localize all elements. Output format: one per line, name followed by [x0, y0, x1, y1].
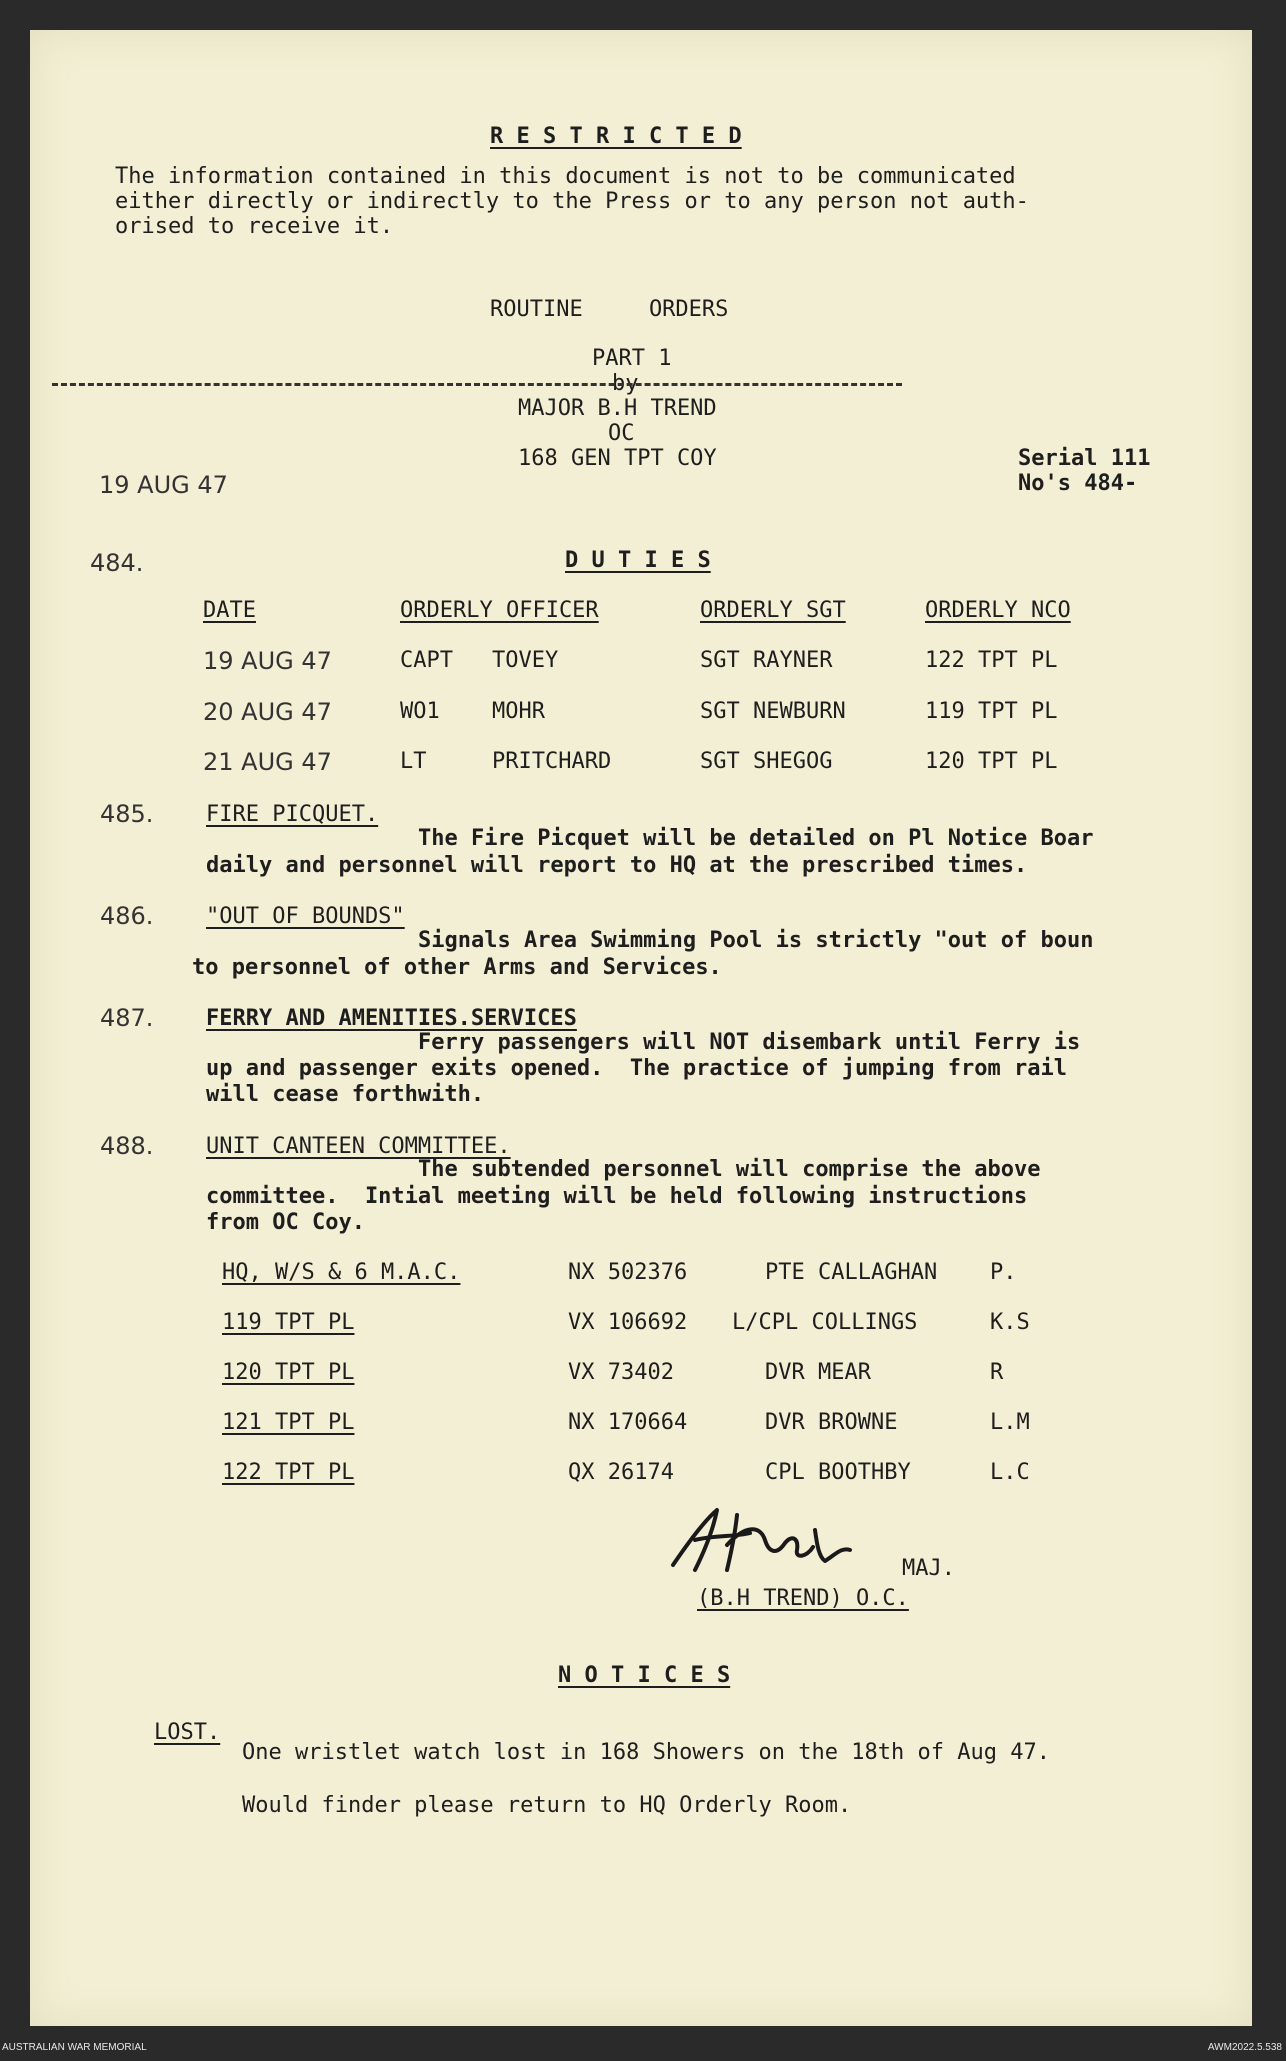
- item-number-487: 487.: [100, 1004, 154, 1032]
- item-number-485: 485.: [100, 800, 154, 828]
- committee-name: DVR BROWNE: [765, 1410, 898, 1435]
- duty-nco: 122 TPT PL: [925, 648, 1058, 673]
- notices-heading: N O T I C E S: [558, 1663, 731, 1688]
- committee-unit: 119 TPT PL: [222, 1310, 355, 1335]
- duty-officer: PRITCHARD: [492, 749, 612, 774]
- committee-initials: L.M: [990, 1410, 1030, 1435]
- divider-line: [52, 383, 902, 386]
- item-text-485-1: The Fire Picquet will be detailed on Pl Notice Boar: [418, 826, 1094, 851]
- committee-unit: HQ, W/S & 6 M.A.C.: [222, 1260, 461, 1285]
- item-title-485: FIRE PICQUET.: [206, 802, 379, 827]
- item-text-485-2: daily and personnel will report to HQ at the prescribed times.: [206, 853, 1028, 878]
- duty-rank: CAPT: [400, 648, 453, 673]
- item-text-486-1: Signals Area Swimming Pool is strictly "out of boun: [418, 928, 1094, 953]
- duty-nco: 119 TPT PL: [925, 699, 1058, 724]
- committee-number: NX 170664: [568, 1410, 688, 1435]
- order-numbers: No's 484-: [1018, 471, 1138, 496]
- item-text-488-2: committee. Intial meeting will be held following instructions: [206, 1184, 1028, 1209]
- duty-rank: WO1: [400, 699, 440, 724]
- col-orderly-nco: ORDERLY NCO: [925, 598, 1071, 623]
- col-orderly-sgt: ORDERLY SGT: [700, 598, 846, 623]
- committee-number: VX 106692: [568, 1310, 688, 1335]
- committee-unit: 122 TPT PL: [222, 1460, 355, 1485]
- item-text-486-2: to personnel of other Arms and Services.: [192, 955, 722, 980]
- col-date: DATE: [203, 598, 256, 623]
- committee-initials: P.: [990, 1260, 1017, 1285]
- committee-name: CPL BOOTHBY: [765, 1460, 911, 1485]
- duty-rank: LT: [400, 749, 427, 774]
- committee-name: DVR MEAR: [765, 1360, 871, 1385]
- duty-sgt: SGT SHEGOG: [700, 749, 833, 774]
- duty-date: 19 AUG 47: [203, 647, 332, 675]
- committee-unit: 121 TPT PL: [222, 1410, 355, 1435]
- committee-initials: L.C: [990, 1460, 1030, 1485]
- committee-name: PTE CALLAGHAN: [765, 1260, 938, 1285]
- notice-line-3: orised to receive it.: [115, 214, 394, 239]
- handwritten-signature: [665, 1495, 915, 1585]
- part-label: PART 1: [592, 346, 672, 371]
- signature-rank: MAJ.: [902, 1556, 955, 1581]
- duty-officer: MOHR: [492, 699, 545, 724]
- item-title-487: FERRY AND AMENITIES.SERVICES: [206, 1006, 577, 1031]
- routine-orders-heading: ROUTINE ORDERS: [490, 297, 729, 322]
- notice-line-1: The information contained in this document is not to be communicated: [115, 164, 1016, 189]
- notice-text-1: One wristlet watch lost in 168 Showers on the 18th of Aug 47.: [242, 1740, 1050, 1765]
- col-orderly-officer: ORDERLY OFFICER: [400, 598, 599, 623]
- item-title-486: "OUT OF BOUNDS": [206, 904, 405, 929]
- duty-nco: 120 TPT PL: [925, 749, 1058, 774]
- by-label: by: [612, 371, 639, 396]
- serial-number: Serial 111: [1018, 446, 1151, 471]
- duty-sgt: SGT NEWBURN: [700, 699, 846, 724]
- notice-line-2: either directly or indirectly to the Press or to any person not auth-: [115, 189, 1029, 214]
- duty-officer: TOVEY: [492, 648, 559, 673]
- item-number-488: 488.: [100, 1132, 154, 1160]
- footer-source: AUSTRALIAN WAR MEMORIAL: [2, 2042, 147, 2053]
- item-text-487-1: Ferry passengers will NOT disembark until Ferry is: [418, 1030, 1081, 1055]
- oc-label: OC: [608, 421, 635, 446]
- duty-sgt: SGT RAYNER: [700, 648, 833, 673]
- order-date: 19 AUG 47: [99, 471, 228, 499]
- item-text-487-3: will cease forthwith.: [206, 1082, 485, 1107]
- committee-number: NX 502376: [568, 1260, 688, 1285]
- committee-initials: K.S: [990, 1310, 1030, 1335]
- committee-number: VX 73402: [568, 1360, 674, 1385]
- restricted-heading: R E S T R I C T E D: [490, 124, 742, 149]
- unit-label: 168 GEN TPT COY: [518, 446, 717, 471]
- footer-reference: AWM2022.5.538: [1207, 2042, 1282, 2053]
- committee-name: L/CPL COLLINGS: [732, 1310, 918, 1335]
- committee-initials: R: [990, 1360, 1004, 1385]
- item-number-484: 484.: [90, 549, 144, 577]
- item-text-488-1: The subtended personnel will comprise the above: [418, 1157, 1041, 1182]
- duty-date: 20 AUG 47: [203, 698, 332, 726]
- officer-label: MAJOR B.H TREND: [518, 396, 717, 421]
- notice-text-2: Would finder please return to HQ Orderly Room.: [242, 1793, 852, 1818]
- item-text-488-3: from OC Coy.: [206, 1210, 365, 1235]
- signature-name: (B.H TREND) O.C.: [697, 1586, 909, 1611]
- duty-date: 21 AUG 47: [203, 748, 332, 776]
- lost-label: LOST.: [154, 1720, 221, 1745]
- item-number-486: 486.: [100, 902, 154, 930]
- committee-unit: 120 TPT PL: [222, 1360, 355, 1385]
- committee-number: QX 26174: [568, 1460, 674, 1485]
- duties-heading: D U T I E S: [565, 548, 711, 573]
- item-text-487-2: up and passenger exits opened. The practice of jumping from rail: [206, 1056, 1067, 1081]
- item-title-488: UNIT CANTEEN COMMITTEE.: [206, 1134, 511, 1159]
